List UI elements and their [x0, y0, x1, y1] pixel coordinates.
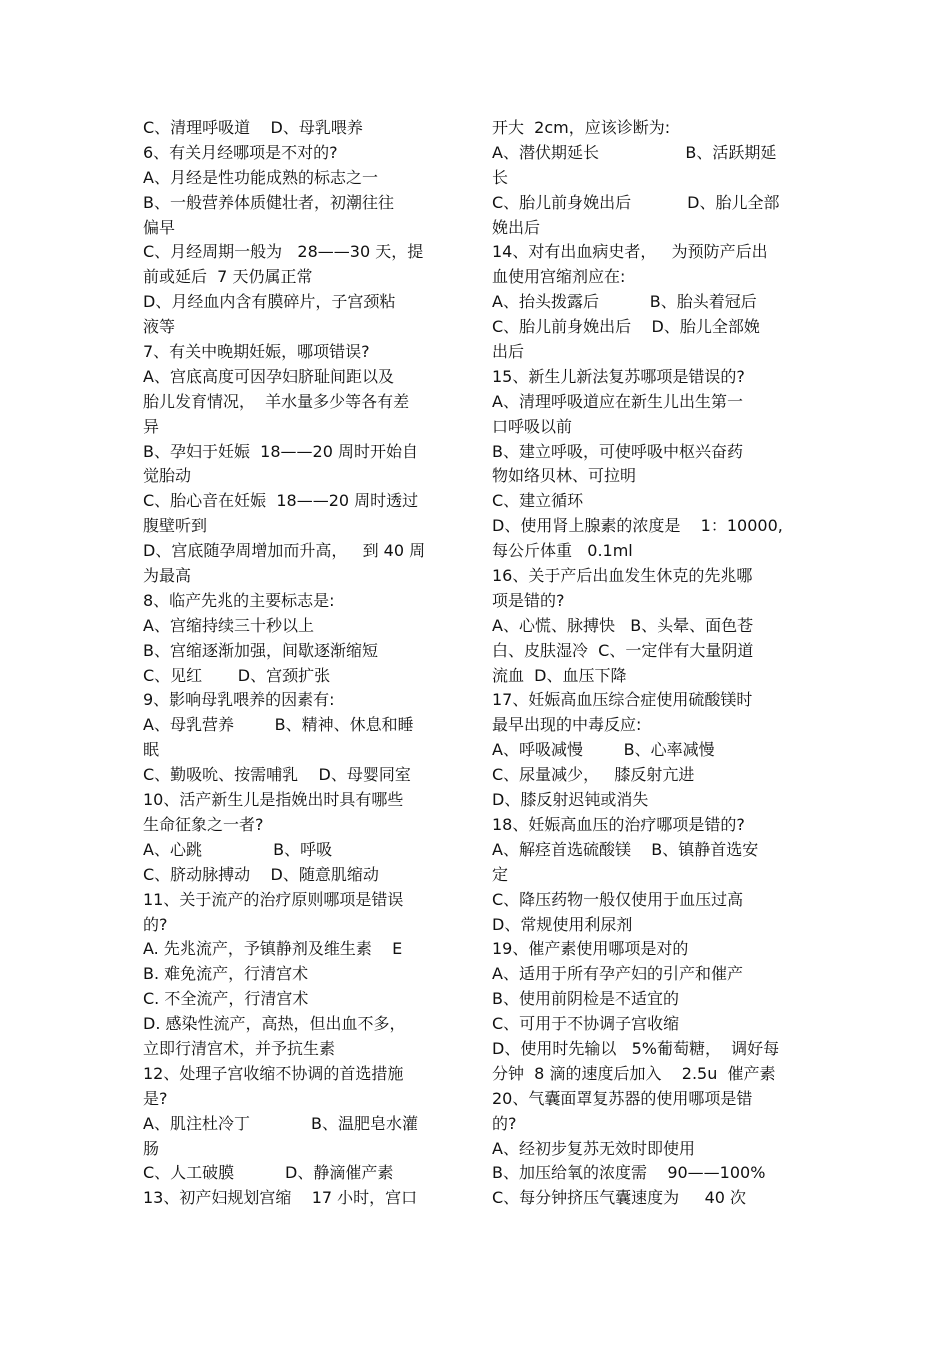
text-line: 胎儿发育情况， 羊水量多少等各有差: [143, 391, 410, 411]
text-line: 12、处理子宫收缩不协调的首选措施: [143, 1063, 404, 1083]
text-line: 的?: [143, 914, 168, 934]
text-line: 肠: [143, 1138, 160, 1158]
text-line: C. 不全流产，行清宫术: [143, 989, 309, 1009]
text-line: C、月经周期一般为 28——30 天，提: [143, 242, 424, 262]
text-line: 口呼吸以前: [492, 416, 573, 436]
text-line: A、潜伏期延长 B、活跃期延: [492, 142, 777, 162]
text-line: 每公斤体重 0.1ml: [492, 541, 633, 561]
text-line: A. 先兆流产，予镇静剂及维生素 E: [143, 939, 403, 959]
text-line: 13、初产妇规划宫缩 17 小时，宫口: [143, 1188, 418, 1208]
text-line: 16、关于产后出血发生休克的先兆哪: [492, 566, 753, 586]
text-line: 生命征象之一者?: [143, 814, 264, 834]
text-line: A、肌注杜冷丁 B、温肥皂水灌: [143, 1113, 418, 1133]
text-line: 8、临产先兆的主要标志是:: [143, 590, 335, 610]
text-line: 20、气囊面罩复苏器的使用哪项是错: [492, 1088, 753, 1108]
text-line: A、宫缩持续三十秒以上: [143, 615, 314, 635]
text-line: 9、影响母乳喂养的因素有:: [143, 690, 335, 710]
text-line: C、胎儿前身娩出后 D、胎儿全部娩: [492, 317, 760, 337]
text-line: A、心跳 B、呼吸: [143, 839, 333, 859]
left-text-column: [143, 116, 453, 1211]
text-line: C、见红 D、宫颈扩张: [143, 665, 331, 685]
text-line: 前或延后 7 天仍属正常: [143, 267, 313, 287]
text-line: C、胎心音在妊娠 18——20 周时透过: [143, 491, 419, 511]
text-line: 为最高: [143, 566, 192, 586]
text-line: C、每分钟挤压气囊速度为 40 次: [492, 1188, 747, 1208]
text-line: 偏早: [143, 217, 176, 237]
text-line: 14、对有出血病史者， 为预防产后出: [492, 242, 768, 262]
right-text-column: [492, 116, 802, 1211]
text-line: A、月经是性功能成熟的标志之一: [143, 167, 378, 187]
text-line: 腹壁听到: [143, 516, 208, 536]
text-line: 的?: [492, 1113, 517, 1133]
text-line: 白、皮肤湿冷 C、一定伴有大量阴道: [492, 640, 754, 660]
text-line: C、胎儿前身娩出后 D、胎儿全部: [492, 192, 780, 212]
text-line: 长: [492, 167, 509, 187]
text-line: D、膝反射迟钝或消失: [492, 790, 649, 810]
text-line: A、经初步复苏无效时即使用: [492, 1138, 695, 1158]
text-line: C、降压药物一般仅使用于血压过高: [492, 889, 744, 909]
text-line: 流血 D、血压下降: [492, 665, 627, 685]
text-line: D. 感染性流产，高热，但出血不多，: [143, 1014, 406, 1034]
text-line: 最早出现的中毒反应:: [492, 715, 642, 735]
text-line: 异: [143, 416, 160, 436]
text-line: 定: [492, 864, 509, 884]
text-line: C、勤吸吮、按需哺乳 D、母婴同室: [143, 765, 411, 785]
text-line: A、解痉首选硫酸镁 B、镇静首选安: [492, 839, 759, 859]
text-line: 娩出后: [492, 217, 541, 237]
text-line: 液等: [143, 317, 176, 337]
text-line: B、孕妇于妊娠 18——20 周时开始自: [143, 441, 418, 461]
text-line: 10、活产新生儿是指娩出时具有哪些: [143, 790, 404, 810]
text-line: B. 难免流产，行清宫术: [143, 964, 309, 984]
text-line: C、可用于不协调子宫收缩: [492, 1014, 680, 1034]
text-line: 19、催产素使用哪项是对的: [492, 939, 689, 959]
text-line: C、建立循环: [492, 491, 584, 511]
text-line: A、母乳营养 B、精神、休息和睡: [143, 715, 414, 735]
text-line: D、月经血内含有膜碎片，子宫颈粘: [143, 292, 396, 312]
text-line: A、心慌、脉搏快 B、头晕、面色苍: [492, 615, 754, 635]
text-line: 15、新生儿新法复苏哪项是错误的?: [492, 366, 745, 386]
text-line: C、清理呼吸道 D、母乳喂养: [143, 118, 363, 137]
text-line: B、宫缩逐渐加强，间歇逐渐缩短: [143, 640, 378, 660]
text-line: 出后: [492, 342, 525, 362]
text-line: B、建立呼吸，可使呼吸中枢兴奋药: [492, 441, 743, 461]
text-line: C、脐动脉搏动 D、随意肌缩动: [143, 864, 379, 884]
text-line: A、宫底高度可因孕妇脐耻间距以及: [143, 366, 394, 386]
text-line: A、适用于所有孕产妇的引产和催产: [492, 964, 743, 984]
text-line: 分钟 8 滴的速度后加入 2.5u 催产素: [492, 1063, 776, 1083]
text-line: A、抬头拨露后 B、胎头着冠后: [492, 292, 757, 312]
text-line: 项是错的?: [492, 590, 565, 610]
text-line: 是?: [143, 1088, 168, 1108]
text-line: D、使用时先输以 5%葡萄糖， 调好每: [492, 1038, 780, 1058]
text-line: 17、妊娠高血压综合症使用硫酸镁时: [492, 690, 753, 710]
text-line: A、清理呼吸道应在新生儿出生第一: [492, 391, 743, 411]
text-line: 11、关于流产的治疗原则哪项是错误: [143, 889, 404, 909]
text-line: B、加压给氧的浓度需 90——100%: [492, 1163, 766, 1183]
text-line: C、尿量减少， 膝反射亢进: [492, 765, 695, 785]
text-line: 觉胎动: [143, 466, 192, 486]
text-line: 开大 2cm，应该诊断为:: [492, 118, 671, 137]
text-line: D、使用肾上腺素的浓度是 1：10000,: [492, 516, 783, 536]
text-line: B、使用前阴检是不适宜的: [492, 989, 679, 1009]
text-line: 6、有关月经哪项是不对的?: [143, 142, 338, 162]
text-line: 物如络贝林、可拉明: [492, 466, 637, 486]
text-line: D、常规使用利尿剂: [492, 914, 633, 934]
text-line: B、一般营养体质健壮者，初潮往往: [143, 192, 394, 212]
text-line: 立即行清宫术，并予抗生素: [143, 1038, 336, 1058]
text-line: 7、有关中晚期妊娠，哪项错误?: [143, 342, 370, 362]
text-line: 血使用宫缩剂应在:: [492, 267, 626, 287]
text-line: 眠: [143, 740, 160, 760]
text-line: D、宫底随孕周增加而升高， 到 40 周: [143, 541, 426, 561]
text-line: A、呼吸减慢 B、心率减慢: [492, 740, 715, 760]
text-line: C、人工破膜 D、静滴催产素: [143, 1163, 394, 1183]
text-line: 18、妊娠高血压的治疗哪项是错的?: [492, 814, 745, 834]
